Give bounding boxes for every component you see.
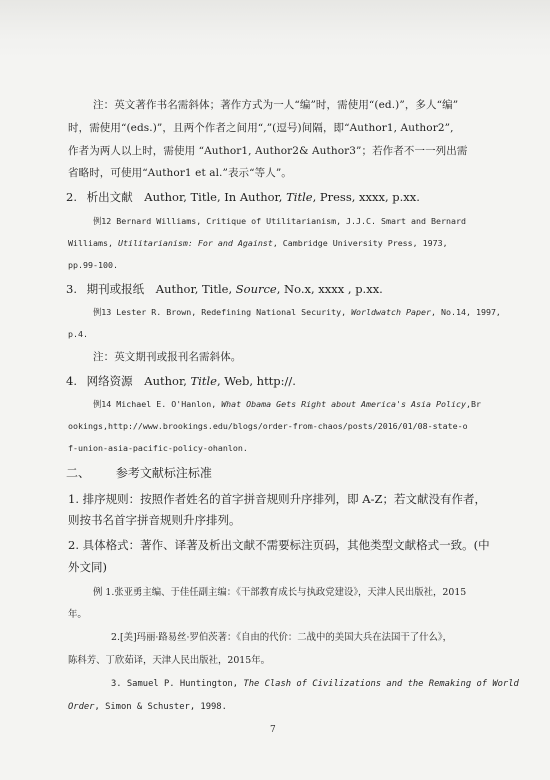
item-label: 期刊或报纸 xyxy=(86,282,145,296)
item-number: 2. xyxy=(66,190,77,204)
item-2-heading xyxy=(66,190,420,204)
note-2: 注：英文期刊或报刊名需斜体。 xyxy=(93,351,242,363)
reference-2-line-1: 2.[美]玛丽·路易丝·罗伯茨著：《自由的代价：二战中的美国大兵在法国干了什么》， xyxy=(111,632,452,643)
example-14-line-2: ookings,http://www.brookings.edu/blogs/order-from-chaos/posts/2016/01/08-state-o xyxy=(68,421,468,431)
rule-2-line-2: 外文同) xyxy=(68,560,107,574)
page-number: 7 xyxy=(270,725,276,735)
format-text: , Press, xxxx, p.xx. xyxy=(312,190,420,204)
example-14-line-1 xyxy=(93,397,481,411)
example-12-line-1: 例12 Bernard Williams, Critique of Utilitarianism, J.J.C. Smart and Bernard xyxy=(93,216,466,226)
item-label: 析出文献 xyxy=(86,190,133,204)
format-text: Author, xyxy=(144,374,191,388)
example-text: , No.14, 1997, xyxy=(431,307,501,317)
format-text: , No.x, xxxx , p.xx. xyxy=(276,282,383,296)
rule-1-line-2: 则按书名首字拼音规则升序排列。 xyxy=(68,513,241,527)
example-italic: Utilitarianism: For and Against xyxy=(117,238,273,248)
reference-italic: Order xyxy=(68,702,95,712)
format-text: , Web, http://. xyxy=(216,374,296,388)
example-14-line-3: f-union-asia-pacific-policy-ohanlon. xyxy=(68,443,248,453)
format-italic: Title xyxy=(286,190,313,204)
example-text: , Cambridge University Press, 1973, xyxy=(272,238,448,248)
reference-3-line-1 xyxy=(111,677,519,691)
reference-text: , Simon & Schuster, 1998. xyxy=(94,702,227,712)
section-title: 参考文献标注标准 xyxy=(115,466,212,480)
reference-text: 3. Samuel P. Huntington, xyxy=(111,679,244,689)
item-label: 网络资源 xyxy=(86,374,133,388)
note-line-2: 时，需使用“(eds.)”，且两个作者之间用“,”(逗号)间隔，即“Author1, Author2”, xyxy=(68,122,454,134)
note-line-3: 作者为两人以上时，需使用 “Author1, Author2& Author3”；若作者不一一列出需 xyxy=(68,145,468,157)
rule-1-line-1: 1. 排序规则：按照作者姓名的首字拼音规则升序排列，即 A-Z；若文献没有作者， xyxy=(68,492,486,506)
example-text: Williams, xyxy=(68,238,118,248)
section-heading xyxy=(66,466,212,480)
format-text: Author, Title, In Author, xyxy=(144,190,287,204)
item-4-heading xyxy=(66,374,296,388)
example-13-line-2: p.4. xyxy=(68,329,88,339)
reference-2-line-2: 陈科芳、丁欣茹译，天津人民出版社，2015年。 xyxy=(68,655,270,666)
reference-1-line-1: 例 1.张亚勇主编、于佳任副主编：《干部教育成长与执政党建设》，天津人民出版社，2015 xyxy=(93,587,467,598)
example-text: ,Br xyxy=(465,399,481,409)
example-12-line-3: pp.99-100. xyxy=(68,260,118,270)
section-number: 二、 xyxy=(66,466,91,480)
reference-1-line-2: 年。 xyxy=(68,609,87,620)
item-number: 4. xyxy=(66,374,77,388)
example-text: 例13 Lester R. Brown, Redefining National Security, xyxy=(93,307,352,317)
example-12-line-2 xyxy=(68,236,448,250)
example-italic: What Obama Gets Right about America's Asia Policy xyxy=(221,399,466,409)
reference-3-line-2 xyxy=(68,700,227,714)
example-text: 例14 Michael E. O'Hanlon, xyxy=(93,399,222,409)
example-italic: Worldwatch Paper xyxy=(351,307,431,317)
format-text: Author, Title, xyxy=(155,282,236,296)
rule-2-line-1: 2. 具体格式：著作、译著及析出文献不需要标注页码，其他类型文献格式一致。(中 xyxy=(68,538,490,552)
reference-italic: The Clash of Civilizations and the Remaking of World xyxy=(243,679,519,689)
item-number: 3. xyxy=(66,282,77,296)
item-3-heading xyxy=(66,282,383,296)
format-italic: Source xyxy=(235,282,277,296)
note-line-1: 注：英文著作书名需斜体；著作方式为一人“编”时，需使用“(ed.)”，多人“编” xyxy=(93,99,459,111)
format-italic: Title xyxy=(190,374,217,388)
example-13-line-1 xyxy=(93,305,501,319)
note-line-4: 省略时，可使用“Author1 et al.”表示“等人”。 xyxy=(68,167,292,179)
